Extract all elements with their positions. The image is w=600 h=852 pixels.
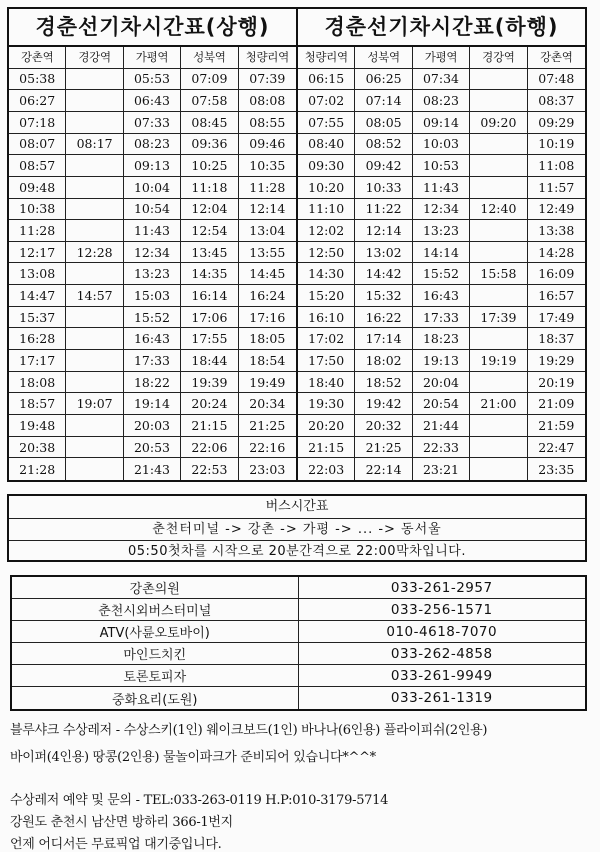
time-cell: 18:05 (239, 328, 296, 350)
time-cell: 20:32 (355, 415, 412, 437)
time-cell: 13:45 (181, 242, 238, 264)
time-cell: 10:53 (413, 155, 470, 177)
time-cell: 19:42 (355, 393, 412, 415)
time-cell: 08:55 (239, 112, 296, 134)
contact-phone: 033-261-1319 (390, 690, 493, 706)
time-cell (470, 372, 527, 394)
time-cell: 08:07 (9, 134, 66, 156)
time-cell: 08:08 (239, 90, 296, 112)
contact-phone: 033-261-2957 (299, 577, 586, 599)
time-cell: 22:33 (413, 437, 470, 459)
time-cell: 12:04 (181, 199, 238, 221)
time-cell: 16:10 (298, 307, 355, 329)
time-cell: 08:17 (66, 134, 123, 156)
time-cell: 15:03 (124, 285, 181, 307)
time-cell: 18:44 (181, 350, 238, 372)
time-cell (470, 242, 527, 264)
time-cell (66, 112, 123, 134)
time-cell: 14:14 (413, 242, 470, 264)
time-cell: 13:38 (528, 220, 585, 242)
time-cell: 17:17 (9, 350, 66, 372)
time-cell: 15:37 (9, 307, 66, 329)
contact-name: ATV(사륜오토바이) (12, 621, 299, 643)
time-cell: 13:23 (124, 263, 181, 285)
time-cell: 21:43 (124, 458, 181, 480)
column-header: 성북역 (355, 47, 412, 69)
time-cell (66, 372, 123, 394)
time-cell: 10:54 (124, 199, 181, 221)
time-cell: 06:25 (355, 69, 412, 91)
column-header: 가평역 (413, 47, 470, 69)
time-cell (470, 90, 527, 112)
time-cell: 17:14 (355, 328, 412, 350)
contact-name: 강촌의원 (12, 577, 299, 599)
time-cell: 22:14 (355, 458, 412, 480)
time-cell (66, 69, 123, 91)
column-header: 경강역 (66, 47, 123, 69)
time-cell: 11:43 (124, 220, 181, 242)
time-cell: 19:13 (413, 350, 470, 372)
time-cell: 17:06 (181, 307, 238, 329)
time-cell: 14:28 (528, 242, 585, 264)
time-cell: 18:02 (355, 350, 412, 372)
time-cell: 12:02 (298, 220, 355, 242)
time-cell: 12:49 (528, 199, 585, 221)
time-cell: 20:53 (124, 437, 181, 459)
time-cell: 11:28 (239, 177, 296, 199)
timetable-up-grid (9, 47, 296, 480)
time-cell: 15:20 (298, 285, 355, 307)
time-cell: 21:09 (528, 393, 585, 415)
time-cell: 10:04 (124, 177, 181, 199)
time-cell: 21:28 (9, 458, 66, 480)
timetable-up (9, 9, 298, 480)
time-cell: 21:15 (298, 437, 355, 459)
bus-schedule (7, 494, 587, 562)
time-cell: 17:55 (181, 328, 238, 350)
time-cell: 09:13 (124, 155, 181, 177)
time-cell: 12:17 (9, 242, 66, 264)
time-cell: 17:49 (528, 307, 585, 329)
time-cell (470, 134, 527, 156)
time-cell: 05:38 (9, 69, 66, 91)
bus-note: 05:50첫차를 시작으로 20분간격으로 22:00막차입니다. (128, 544, 466, 559)
time-cell (66, 155, 123, 177)
column-header: 성북역 (181, 47, 238, 69)
column-header: 청량리역 (298, 47, 355, 69)
notice-line-2: 바이퍼(4인용) 땅콩(2인용) 물놀이파크가 준비되어 있습니다*^^* (10, 750, 376, 765)
time-cell: 09:20 (470, 112, 527, 134)
time-cell: 11:22 (355, 199, 412, 221)
time-cell: 17:33 (413, 307, 470, 329)
time-cell: 08:23 (413, 90, 470, 112)
contact-table (10, 575, 587, 711)
time-cell (470, 458, 527, 480)
time-cell: 07:55 (298, 112, 355, 134)
time-cell: 07:02 (298, 90, 355, 112)
time-cell: 18:52 (355, 372, 412, 394)
time-cell: 15:52 (124, 307, 181, 329)
time-cell: 12:34 (413, 199, 470, 221)
time-cell: 12:34 (124, 242, 181, 264)
time-cell: 10:38 (9, 199, 66, 221)
column-header: 강촌역 (9, 47, 66, 69)
time-cell: 20:24 (181, 393, 238, 415)
time-cell (66, 90, 123, 112)
time-cell: 08:37 (528, 90, 585, 112)
timetable-down-title: 경춘선기차시간표(하행) (298, 9, 585, 47)
time-cell (470, 328, 527, 350)
time-cell (470, 415, 527, 437)
time-cell: 14:30 (298, 263, 355, 285)
time-cell: 19:49 (239, 372, 296, 394)
time-cell: 12:28 (66, 242, 123, 264)
contact-phone: 010-4618-7070 (299, 621, 586, 643)
time-cell: 19:39 (181, 372, 238, 394)
time-cell: 07:09 (181, 69, 238, 91)
time-cell: 13:04 (239, 220, 296, 242)
time-cell: 18:08 (9, 372, 66, 394)
time-cell: 07:58 (181, 90, 238, 112)
time-cell: 17:33 (124, 350, 181, 372)
time-cell: 11:18 (181, 177, 238, 199)
notice-pickup: 언제 어디서든 무료픽업 대기중입니다. (10, 837, 222, 852)
time-cell: 10:20 (298, 177, 355, 199)
time-cell (66, 415, 123, 437)
time-cell: 22:16 (239, 437, 296, 459)
time-cell: 06:27 (9, 90, 66, 112)
time-cell: 18:57 (9, 393, 66, 415)
time-cell: 11:57 (528, 177, 585, 199)
contact-name: 춘천시외버스터미널 (12, 599, 299, 621)
time-cell: 13:55 (239, 242, 296, 264)
time-cell (470, 285, 527, 307)
contact-name: 마인드치킨 (12, 643, 299, 665)
time-cell: 11:10 (298, 199, 355, 221)
time-cell: 20:34 (239, 393, 296, 415)
time-cell: 06:15 (298, 69, 355, 91)
time-cell: 11:43 (413, 177, 470, 199)
bus-schedule-title: 버스시간표 (9, 496, 585, 519)
time-cell: 07:48 (528, 69, 585, 91)
time-cell: 06:43 (124, 90, 181, 112)
time-cell: 15:32 (355, 285, 412, 307)
time-cell: 12:14 (239, 199, 296, 221)
time-cell: 10:35 (239, 155, 296, 177)
time-cell: 08:45 (181, 112, 238, 134)
time-cell: 21:25 (239, 415, 296, 437)
train-timetable (7, 7, 587, 482)
time-cell: 19:07 (66, 393, 123, 415)
time-cell: 17:39 (470, 307, 527, 329)
timetable-down (298, 9, 585, 480)
time-cell: 16:28 (9, 328, 66, 350)
time-cell: 20:54 (413, 393, 470, 415)
time-cell: 23:35 (538, 461, 575, 477)
time-cell (470, 220, 527, 242)
time-cell: 17:16 (239, 307, 296, 329)
time-cell: 21:44 (413, 415, 470, 437)
contact-phone: 033-261-9949 (299, 665, 586, 687)
time-cell: 19:29 (528, 350, 585, 372)
time-cell: 14:42 (355, 263, 412, 285)
contact-name: 중화요리(도원) (12, 687, 299, 709)
time-cell: 14:45 (239, 263, 296, 285)
time-cell: 18:54 (239, 350, 296, 372)
time-cell: 10:03 (413, 134, 470, 156)
time-cell: 21:59 (528, 415, 585, 437)
time-cell: 21:25 (355, 437, 412, 459)
time-cell: 07:33 (124, 112, 181, 134)
time-cell: 18:37 (528, 328, 585, 350)
time-cell: 17:50 (298, 350, 355, 372)
time-cell: 16:14 (181, 285, 238, 307)
time-cell: 15:58 (470, 263, 527, 285)
time-cell: 09:29 (528, 112, 585, 134)
time-cell: 21:00 (470, 393, 527, 415)
time-cell: 20:38 (9, 437, 66, 459)
column-header: 가평역 (124, 47, 181, 69)
time-cell: 17:02 (298, 328, 355, 350)
contact-phone: 033-262-4858 (299, 643, 586, 665)
time-cell: 08:05 (355, 112, 412, 134)
time-cell: 08:57 (9, 155, 66, 177)
column-header: 청량리역 (239, 47, 296, 69)
time-cell: 22:03 (298, 458, 355, 480)
time-cell: 10:33 (355, 177, 412, 199)
time-cell: 10:25 (181, 155, 238, 177)
time-cell: 22:53 (181, 458, 238, 480)
time-cell: 12:14 (355, 220, 412, 242)
time-cell: 12:50 (298, 242, 355, 264)
time-cell: 07:14 (355, 90, 412, 112)
time-cell: 07:39 (239, 69, 296, 91)
time-cell: 09:46 (239, 134, 296, 156)
time-cell: 19:14 (124, 393, 181, 415)
notice-line-1: 블루샤크 수상레저 - 수상스키(1인) 웨이크보드(1인) 바나나(6인용) 플라이피쉬(2인용) (10, 723, 488, 738)
time-cell (66, 263, 123, 285)
time-cell (66, 177, 123, 199)
time-cell (66, 350, 123, 372)
timetable-up-title: 경춘선기차시간표(상행) (9, 9, 296, 47)
column-header: 경강역 (470, 47, 527, 69)
notice-contact-line: 수상레저 예약 및 문의 - TEL:033-263-0119 H.P:010-3179-5714 (10, 793, 389, 808)
time-cell: 07:18 (9, 112, 66, 134)
time-cell: 20:19 (528, 372, 585, 394)
time-cell: 23:03 (249, 461, 286, 477)
time-cell: 09:36 (181, 134, 238, 156)
time-cell: 08:40 (298, 134, 355, 156)
time-cell: 09:30 (298, 155, 355, 177)
time-cell: 20:20 (298, 415, 355, 437)
time-cell: 19:30 (298, 393, 355, 415)
time-cell: 18:40 (298, 372, 355, 394)
time-cell: 20:04 (413, 372, 470, 394)
time-cell: 09:42 (355, 155, 412, 177)
time-cell: 22:06 (181, 437, 238, 459)
time-cell: 11:08 (528, 155, 585, 177)
time-cell: 23:21 (413, 458, 470, 480)
time-cell (66, 437, 123, 459)
timetable-down-grid (298, 47, 585, 480)
time-cell: 22:47 (528, 437, 585, 459)
time-cell (66, 458, 123, 480)
time-cell (66, 199, 123, 221)
time-cell: 13:23 (413, 220, 470, 242)
time-cell: 14:35 (181, 263, 238, 285)
time-cell: 09:48 (9, 177, 66, 199)
time-cell: 08:52 (355, 134, 412, 156)
time-cell: 14:57 (66, 285, 123, 307)
time-cell: 21:15 (181, 415, 238, 437)
time-cell: 20:03 (124, 415, 181, 437)
time-cell: 16:24 (239, 285, 296, 307)
time-cell: 19:48 (9, 415, 66, 437)
time-cell (470, 155, 527, 177)
time-cell: 12:54 (181, 220, 238, 242)
time-cell: 16:43 (124, 328, 181, 350)
column-header: 강촌역 (528, 47, 585, 69)
time-cell: 05:53 (124, 69, 181, 91)
time-cell: 16:57 (528, 285, 585, 307)
bus-route: 춘천터미널 -> 강촌 -> 가평 -> ... -> 동서울 (9, 519, 585, 541)
time-cell: 18:22 (124, 372, 181, 394)
time-cell: 15:52 (413, 263, 470, 285)
time-cell: 16:43 (413, 285, 470, 307)
time-cell: 11:28 (9, 220, 66, 242)
time-cell: 16:22 (355, 307, 412, 329)
time-cell (66, 220, 123, 242)
time-cell: 13:08 (9, 263, 66, 285)
time-cell: 16:09 (528, 263, 585, 285)
time-cell: 14:47 (9, 285, 66, 307)
time-cell (470, 177, 527, 199)
time-cell: 10:19 (528, 134, 585, 156)
time-cell (66, 307, 123, 329)
time-cell: 09:14 (413, 112, 470, 134)
time-cell: 12:40 (470, 199, 527, 221)
time-cell: 13:02 (355, 242, 412, 264)
time-cell: 07:34 (413, 69, 470, 91)
contact-name: 토론토피자 (12, 665, 299, 687)
time-cell: 18:23 (413, 328, 470, 350)
time-cell (470, 69, 527, 91)
time-cell: 19:19 (470, 350, 527, 372)
time-cell: 08:23 (124, 134, 181, 156)
time-cell (66, 328, 123, 350)
notice-address: 강원도 춘천시 남산면 방하리 366-1번지 (10, 815, 233, 830)
contact-phone: 033-256-1571 (299, 599, 586, 621)
time-cell (470, 437, 527, 459)
